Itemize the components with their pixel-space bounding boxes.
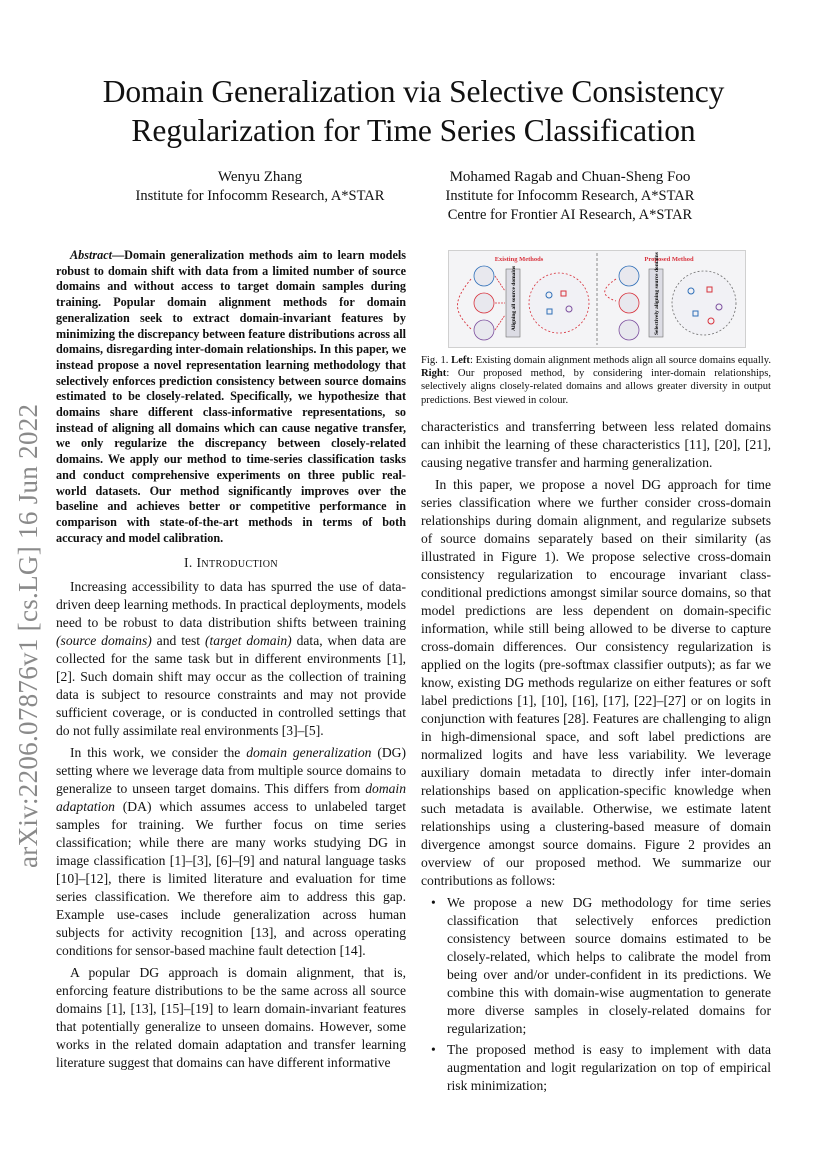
left-column xyxy=(56,248,406,1076)
author-name: Wenyu Zhang xyxy=(217,169,303,185)
abstract xyxy=(56,248,406,546)
text-run: Increasing accessibility to data has spurred the use of data-driven deep learning methods. In practical deployments, models need to be robust to data distribution shifts between training xyxy=(56,579,406,631)
author-block-left xyxy=(110,168,410,206)
author-affiliation: Institute for Infocomm Research, A*STAR xyxy=(445,188,695,204)
alignment-arrow xyxy=(605,279,616,301)
contributions-list xyxy=(421,894,771,1095)
source-domain-cluster xyxy=(474,320,494,340)
text-run: In this work, we consider the xyxy=(70,745,247,761)
aligning-box-label: Aligning all source domains xyxy=(511,265,517,331)
proposed-method-label: Proposed Method xyxy=(644,256,694,263)
abstract-lead: Abstract xyxy=(70,248,112,262)
aligned-feature-space xyxy=(529,273,589,333)
text-run: (DA) which assumes access to unlabeled target samples for training. We further focus on time series classification; while there are many works studying DG in image classification [1]–[3], [6]–[9] and natural language tasks [10]–[12], there is limited literature and evaluation for time series classification. We therefore aim to address this gap. Example use-cases include generalization across human subjects for activity recognition [13], and across operating conditions for sensor-based machine fault detection [14]. xyxy=(56,799,406,959)
source-domain-cluster xyxy=(474,266,494,286)
text-run: and test xyxy=(151,633,205,649)
alignment-arrow xyxy=(495,315,505,330)
source-domain-cluster xyxy=(619,320,639,340)
author-block-right xyxy=(420,168,720,225)
intro-paragraph-1 xyxy=(56,578,406,740)
selective-aligning-box-label: Selectively aligning source domains xyxy=(654,252,660,335)
text-run: (DG) setting where we leverage data from multiple source domains to generalize to unseen target domains. This differs from xyxy=(56,745,407,797)
caption-lead: Fig. 1. xyxy=(421,355,452,366)
emphasis: (target domain) xyxy=(204,633,292,649)
title-line-1: Domain Generalization via Selective Consistency xyxy=(102,74,725,109)
caption-bold-right: Right xyxy=(421,368,447,380)
caption-text: : Our proposed method, by considering inter-domain relationships, selectively aligns closely-related domains and allows greater diversity in output predictions. Best viewed in colour. xyxy=(421,368,771,406)
figure-1 xyxy=(448,250,746,348)
emphasis: (source domains) xyxy=(56,633,152,649)
contribution-item: • We propose a new DG methodology for time series classification that selectively enforces prediction consistency between source domains estimated to be closely-related, which helps to calibrate the model from being over and/or under-confident in its predictions. We combine this with domain-wise augmentation to generate more diverse samples in closely-related domains for regularization; xyxy=(447,894,771,1038)
selective-feature-space xyxy=(672,271,736,335)
source-domain-cluster xyxy=(619,266,639,286)
emphasis: domain generalization xyxy=(246,745,372,761)
caption-text: : Existing domain alignment methods align all source domains equally. xyxy=(469,355,771,366)
right-paragraph-1: characteristics and transferring between less related domains can inhibit the learning of these characteristics [11], [20], [21], causing negative transfer and harming generalization. xyxy=(421,419,771,470)
paper-title xyxy=(40,72,787,150)
existing-methods-label: Existing Methods xyxy=(494,256,544,263)
title-line-2: Regularization for Time Series Classification xyxy=(131,113,696,148)
source-domain-cluster xyxy=(474,293,494,313)
text-run: data, when data are collected for the same task but in different environments [1], [2]. Such domain shift may occur as the collection of training data is subject to resource constraints and may not provide sufficient coverage, or is conducted in controlled settings that do not fully assimilate real environments [3]–[5]. xyxy=(56,633,407,739)
contribution-item: • The proposed method is easy to implement with data augmentation and logit regularization on top of empirical risk minimization; xyxy=(447,1041,771,1095)
intro-paragraph-3: A popular DG approach is domain alignment, that is, enforcing feature distributions to be the same across all source domains [1], [13], [15]–[19] to learn domain-invariant features that potentially generalize to unseen domains. However, some works in the related domain adaptation and transfer learning literature suggest that domains can have different informative xyxy=(56,965,406,1071)
right-column xyxy=(421,418,771,1098)
figure-1-caption xyxy=(421,354,771,407)
section-heading-introduction: I. Introduction xyxy=(183,555,279,571)
author-name: Mohamed Ragab and Chuan-Sheng Foo xyxy=(449,169,691,185)
arxiv-identifier-text: arXiv:2206.07876v1 [cs.LG] 16 Jun 2022 xyxy=(13,403,43,868)
author-affiliation: Institute for Infocomm Research, A*STAR xyxy=(135,188,385,204)
author-affiliation: Centre for Frontier AI Research, A*STAR xyxy=(447,207,693,223)
emphasis: domain adaptation xyxy=(56,781,406,815)
source-domain-cluster xyxy=(619,293,639,313)
alignment-arrow xyxy=(458,279,472,329)
caption-bold-left: Left xyxy=(451,355,470,366)
figure-1-diagram xyxy=(449,251,745,347)
intro-paragraph-2 xyxy=(56,744,406,960)
alignment-arrow xyxy=(495,276,505,291)
abstract-text: —Domain generalization methods aim to learn models robust to domain shift with data from a limited number of source domains and without access to target domain samples during training. Popular domain alignment methods for domain generalization seek to extract domain-invariant features by minimizing the discrepancy between feature distributions across all domains, disregarding inter-domain relationships. In this paper, we instead propose a novel representation learning methodology that selectively enforces prediction consistency between source domains estimated to be closely-related. Specifically, we hypothesize that domains share different class-informative representations, so instead of aligning all domains which can cause negative transfer, we only regularize the discrepancy between closely-related domains. We apply our method to time-series classification tasks and conduct comprehensive experiments on three public real-world datasets. Our method significantly improves over the baseline and achieves better or competitive performance in comparison with state-of-the-art methods in terms of both accuracy and model calibration. xyxy=(56,248,406,545)
right-paragraph-2: In this paper, we propose a novel DG approach for time series classification where we further consider cross-domain relationships during domain alignment, and regularize subsets of source domains separately based on their similarity (as illustrated in Figure 1). We propose selective cross-domain consistency regularization to encourage invariant class-conditional predictions amongst similar source domains, so that model predictions are less dependent on domain-specific information, while still being allowed to be diverse to capture cross-domain differences. Our consistency regularization is applied on the logits (pre-softmax classifier outputs); as far we know, existing DG methods regularize on either features or soft label predictions [1], [10], [16], [17], [22]–[27] or on logits in conjunction with features [28]. Features are challenging to align in high-dimensional space, and soft label predictions are normalized logits and have less variability. We leverage auxiliary domain metadata to directly infer inter-domain relationships based on application-specific knowledge when such metadata is available. Otherwise, we estimate latent relationships using a clustering-based measure of domain divergence amongst source domains. Figure 2 provides an overview of our proposed method. We summarize our contributions as follows: xyxy=(421,477,771,888)
